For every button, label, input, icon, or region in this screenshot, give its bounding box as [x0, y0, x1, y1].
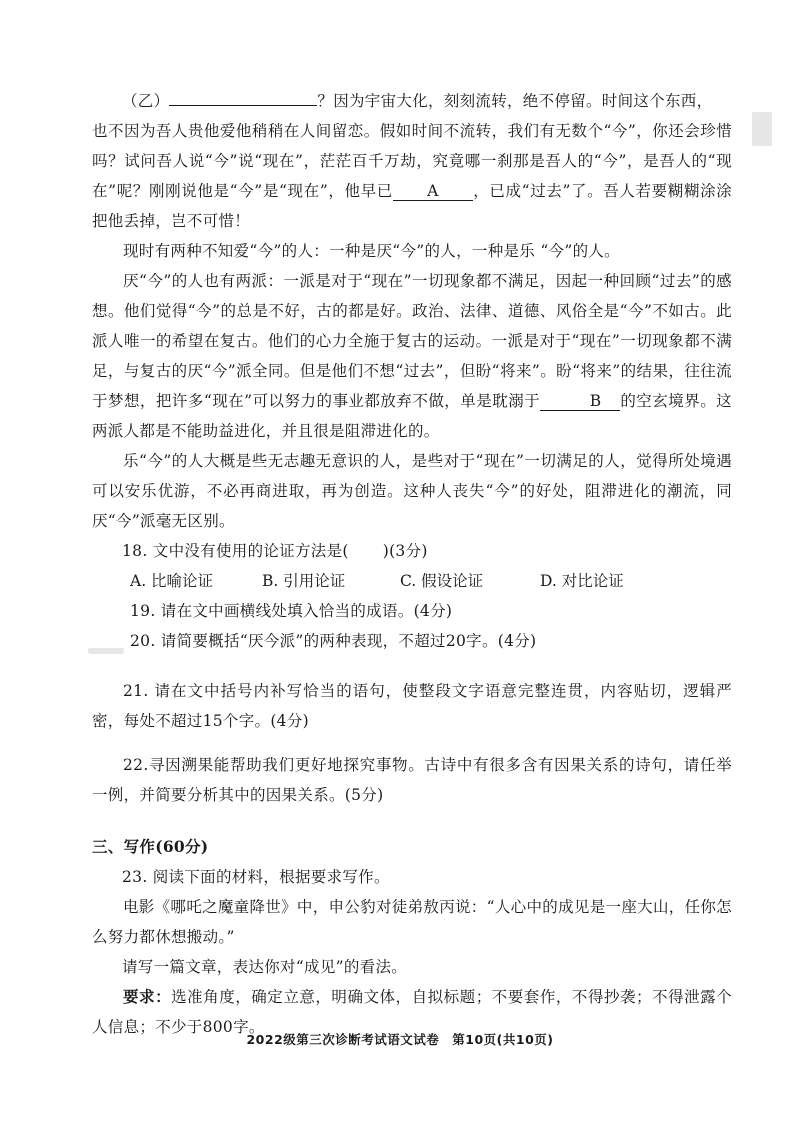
passage-label: （乙）	[122, 92, 170, 110]
blank-b	[540, 392, 620, 411]
paragraph-1-text: 也不因为吾人贵他爱他稍稍在人间留恋。假如时间不流转，我们有无数个“今”，你还会珍惜吗？试问吾人说“今”说“现在”，茫茫百千万劫，究竟哪一刹那是吾人的“今”，是吾人的“现在”呢？刚刚说他是“今”是“现在”，他早已	[92, 122, 732, 200]
requirement-text: 选准角度，确定立意，明确文体，自拟标题；不要套作，不得抄袭；不得泄露个人信息；不少于800字。	[92, 988, 732, 1036]
q18-prefix: 18. 文中没有使用的论证方法是(	[122, 542, 349, 560]
question-21: 21. 请在文中括号内补写恰当的语句，使整段文字语意完整连贯，内容贴切，逻辑严密，每处不超过15个字。(4分)	[92, 682, 732, 730]
blank-a-label: A	[427, 182, 439, 200]
paragraph-1-tail: ，已成“过去”了。吾人若要糊糊涂涂把他丢掉，岂不可惜！	[92, 182, 733, 230]
writing-section-title: 三、写作(60分)	[92, 837, 209, 856]
answer-blank-21	[169, 87, 317, 106]
q18-option-b: B. 引用论证	[262, 572, 346, 590]
question-19: 19. 请在文中画横线处填入恰当的成语。(4分)	[130, 602, 453, 620]
passage-line1-rest: ？因为宇宙大化，刻刻流转，绝不停留。时间这个东西，	[317, 92, 713, 110]
q18-suffix: )(3分)	[382, 542, 428, 560]
question-23: 23. 阅读下面的材料，根据要求写作。	[122, 868, 390, 886]
q18-option-d: D. 对比论证	[540, 572, 624, 590]
passage-paragraph-4: 乐“今”的人大概是些无志趣无意识的人，是些对于“现在”一切满足的人，觉得所处境遇可以安乐优游，不必再商进取，再为创造。这种人丧失“今”的好处，阻滞进化的潮流，同厌“今”派毫无区别。	[92, 452, 732, 530]
passage-paragraph-2: 现时有两种不知爱“今”的人：一种是厌“今”的人，一种是乐 “今”的人。	[123, 242, 620, 260]
passage-first-line	[122, 86, 712, 116]
writing-task: 请写一篇文章，表达你对“成见”的看法。	[122, 958, 408, 976]
passage-paragraph-3	[92, 266, 732, 446]
question-18	[122, 536, 428, 566]
blank-a	[393, 182, 473, 201]
q18-option-c: C. 假设论证	[400, 572, 484, 590]
page-footer: 2022级第三次诊断考试语文试卷 第10页(共10页)	[246, 1032, 554, 1047]
question-20: 20. 请简要概括“厌今派”的两种表现，不超过20字。(4分)	[130, 632, 537, 650]
scan-smudge	[88, 648, 124, 654]
writing-material: 电影《哪吒之魔童降世》中，申公豹对徒弟敖丙说：“人心中的成见是一座大山，任你怎么努力都休想搬动。”	[92, 898, 732, 946]
scan-smudge	[752, 112, 772, 146]
requirement-label: 要求：	[123, 987, 172, 1006]
paragraph-3-text: 厌“今”的人也有两派：一派是对于“现在”一切现象都不满足，因起一种回顾“过去”的感想。他们觉得“今”的总是不好，古的都是好。政治、法律、道德、风俗全是“今”不如古。此派人唯一的希望在复古。他们的心力全施于复古的运动。一派是对于“现在”一切现象都不满足，与复古的厌“今”派全同。但是他们不想“过去”，但盼“将来”。盼“将来”的结果，往往流于梦想，把许多“现在”可以努力的事业都放弃不做，单是耽溺于	[92, 272, 732, 410]
blank-b-label: B	[589, 392, 602, 410]
paragraph-3-tail: 的空玄境界。这两派人都是不能助益进化，并且很是阻滞进化的。	[92, 392, 732, 440]
question-22: 22.寻因溯果能帮助我们更好地探究事物。古诗中有很多含有因果关系的诗句，请任举一例，并简要分析其中的因果关系。(5分)	[92, 756, 732, 804]
passage-paragraph-1	[92, 116, 732, 236]
q18-option-a: A. 比喻论证	[130, 572, 214, 590]
